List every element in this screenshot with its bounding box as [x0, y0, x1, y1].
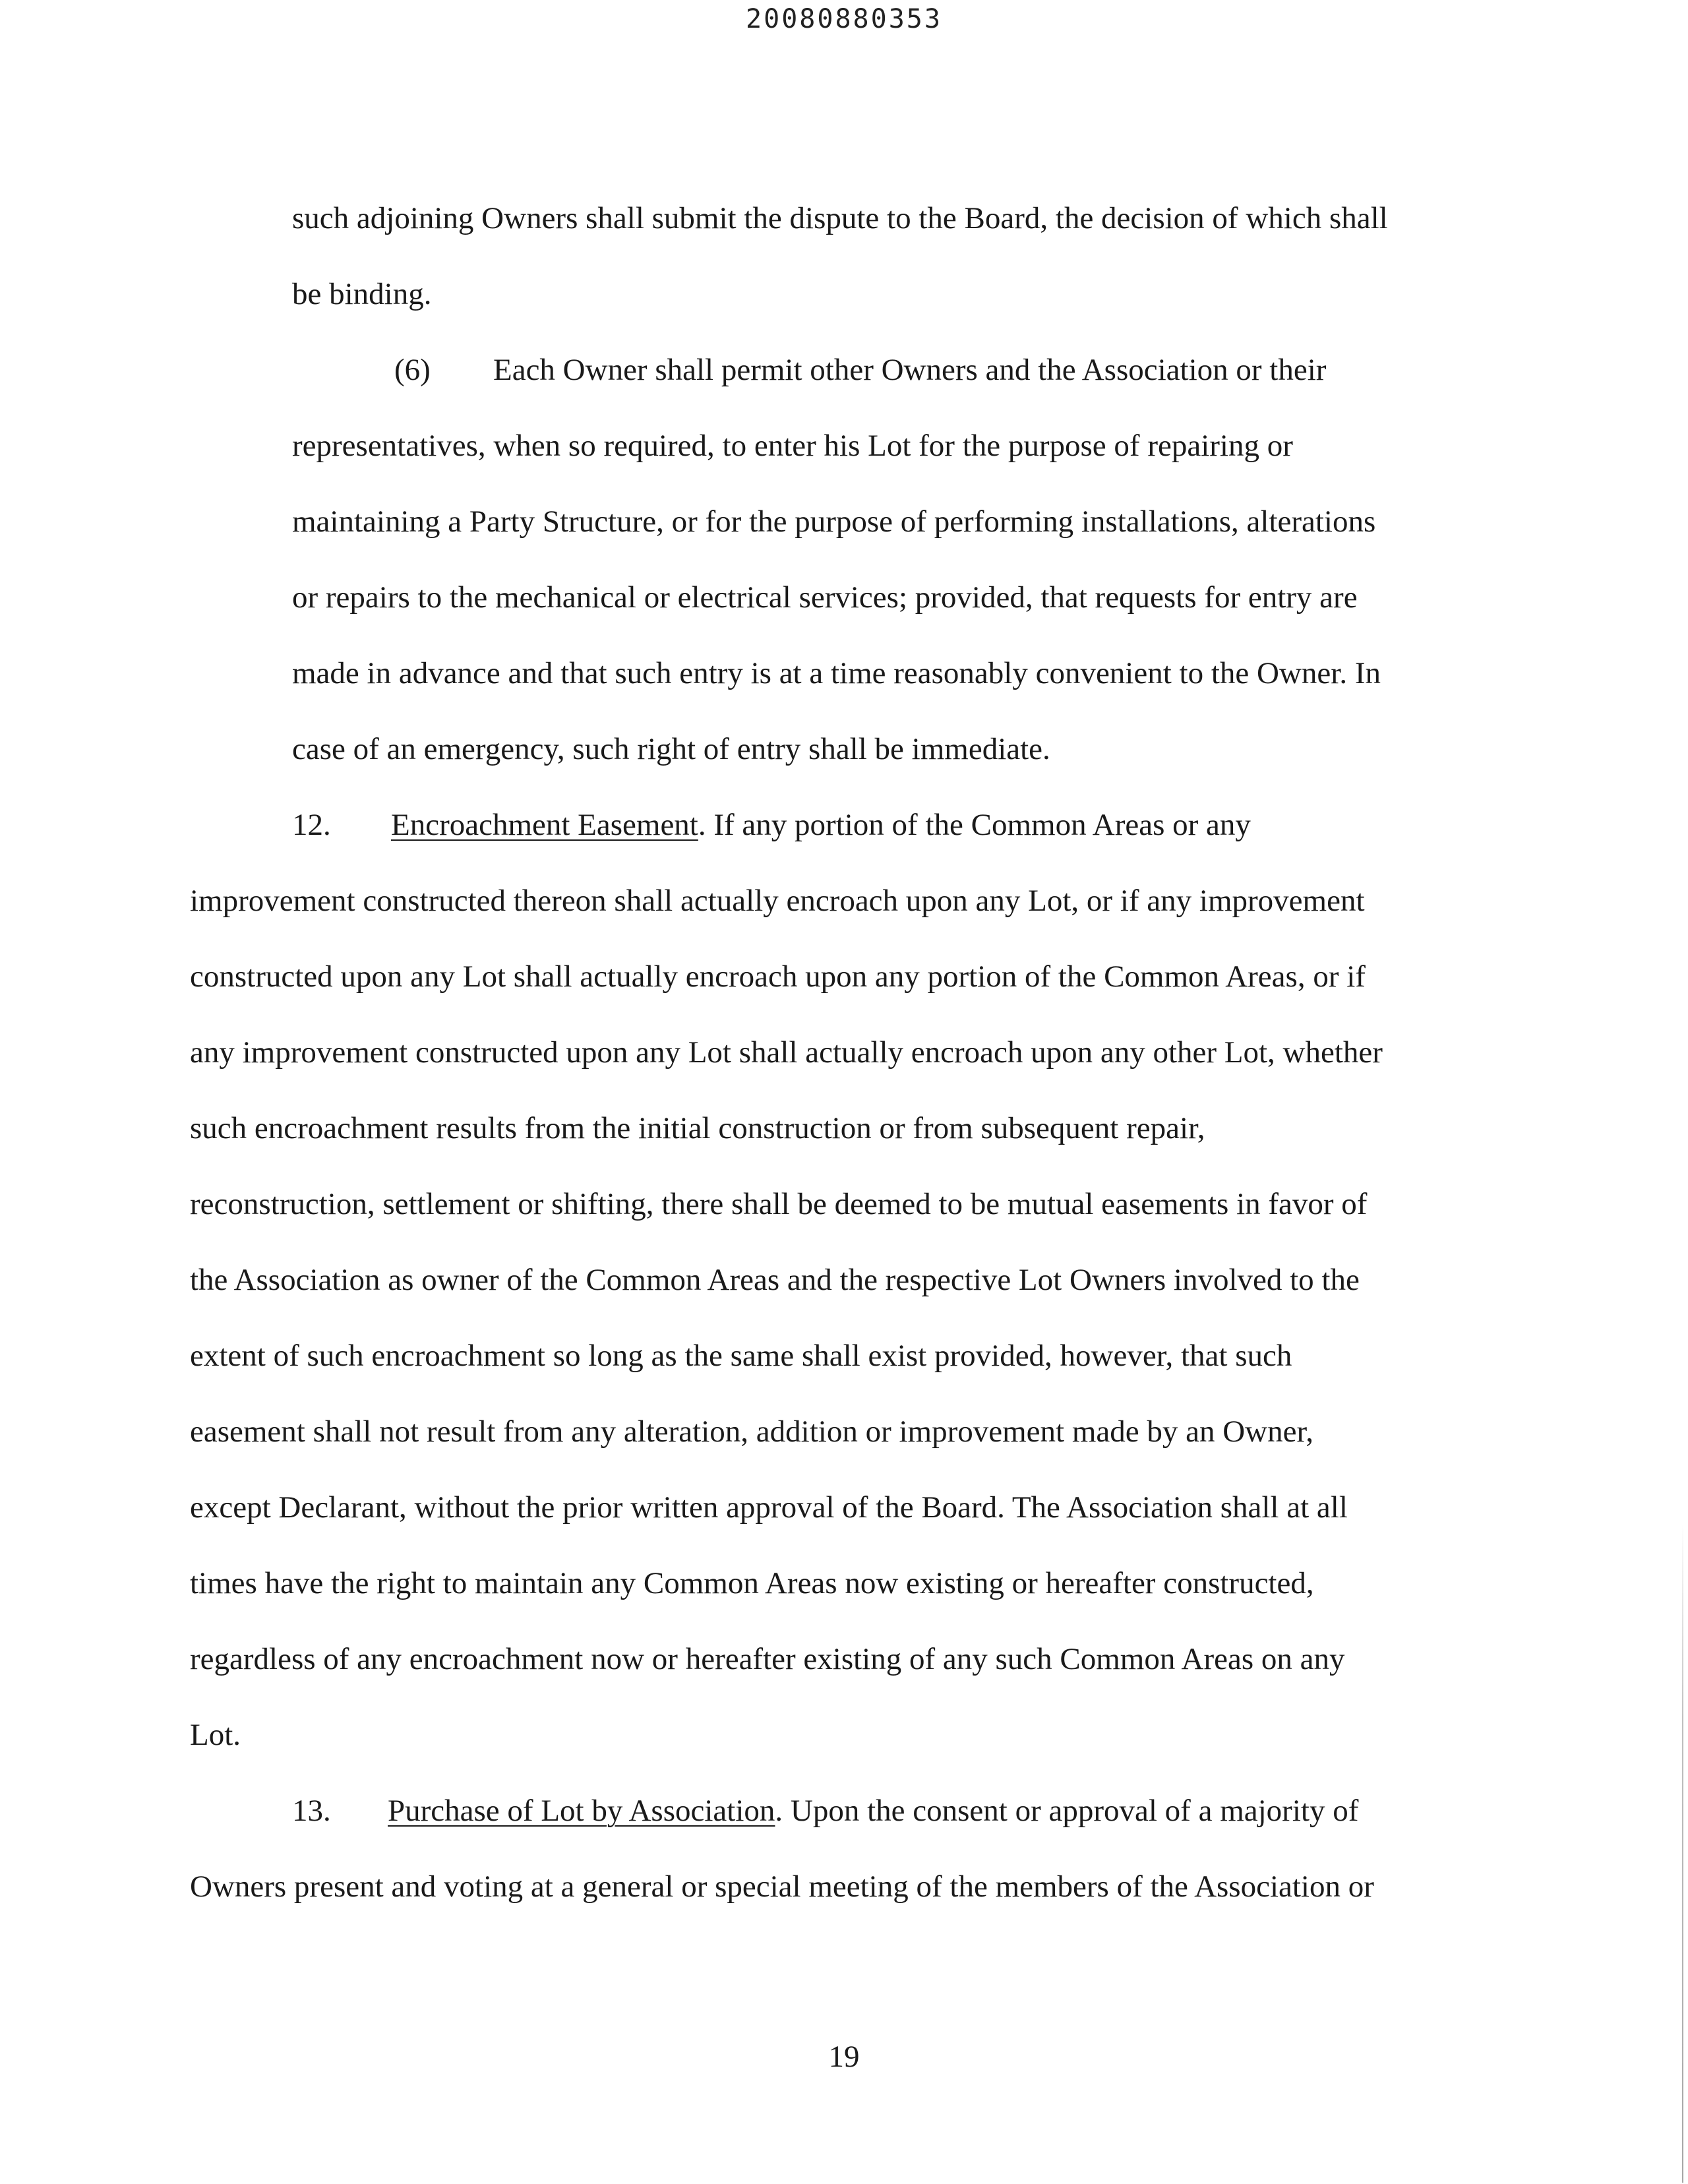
- text-line: representatives, when so required, to enter his Lot for the purpose of repairing or: [292, 429, 1293, 463]
- text-line: extent of such encroachment so long as the same shall exist provided, however, that such: [190, 1339, 1292, 1373]
- page-number: 19: [828, 2040, 860, 2074]
- text-line: improvement constructed thereon shall actually encroach upon any Lot, or if any improvement: [190, 884, 1365, 918]
- text-line: Each Owner shall permit other Owners and the Association or their: [493, 353, 1327, 387]
- text-line: maintaining a Party Structure, or for the purpose of performing installations, alterations: [292, 504, 1376, 539]
- document-id: 20080880353: [746, 4, 942, 34]
- text-line: reconstruction, settlement or shifting, there shall be deemed to be mutual easements in favor of: [190, 1187, 1368, 1221]
- text-line: the Association as owner of the Common Areas and the respective Lot Owners involved to the: [190, 1263, 1360, 1297]
- scan-edge-artifact: [1682, 1523, 1683, 2183]
- text-line: except Declarant, without the prior written approval of the Board. The Association shall at all: [190, 1490, 1348, 1525]
- section-heading: Purchase of Lot by Association: [388, 1794, 775, 1828]
- text-line: such adjoining Owners shall submit the dispute to the Board, the decision of which shall: [292, 201, 1388, 235]
- section-number: 12.: [292, 808, 331, 842]
- text-line: times have the right to maintain any Common Areas now existing or hereafter constructed,: [190, 1566, 1314, 1600]
- subparagraph-number: (6): [394, 353, 431, 387]
- text-run: . Upon the consent or approval of a majority of: [775, 1794, 1359, 1828]
- text-line: any improvement constructed upon any Lot shall actually encroach upon any other Lot, whether: [190, 1035, 1383, 1070]
- section-13-line: [388, 1792, 1358, 1829]
- text-line: constructed upon any Lot shall actually encroach upon any portion of the Common Areas, or if: [190, 959, 1366, 994]
- text-run: . If any portion of the Common Areas or any: [698, 808, 1251, 842]
- text-line: such encroachment results from the initial construction or from subsequent repair,: [190, 1111, 1205, 1145]
- text-line: Lot.: [190, 1718, 241, 1752]
- section-heading: Encroachment Easement: [391, 808, 698, 842]
- text-line: be binding.: [292, 277, 432, 311]
- text-line: easement shall not result from any alteration, addition or improvement made by an Owner,: [190, 1414, 1313, 1449]
- section-12-line: [391, 806, 1251, 843]
- text-line: Owners present and voting at a general or special meeting of the members of the Association or: [190, 1869, 1374, 1904]
- section-number: 13.: [292, 1794, 331, 1828]
- text-line: or repairs to the mechanical or electrical services; provided, that requests for entry are: [292, 580, 1358, 615]
- text-line: case of an emergency, such right of entry shall be immediate.: [292, 732, 1050, 766]
- text-line: made in advance and that such entry is at a time reasonably convenient to the Owner. In: [292, 656, 1381, 690]
- text-line: regardless of any encroachment now or hereafter existing of any such Common Areas on any: [190, 1642, 1345, 1676]
